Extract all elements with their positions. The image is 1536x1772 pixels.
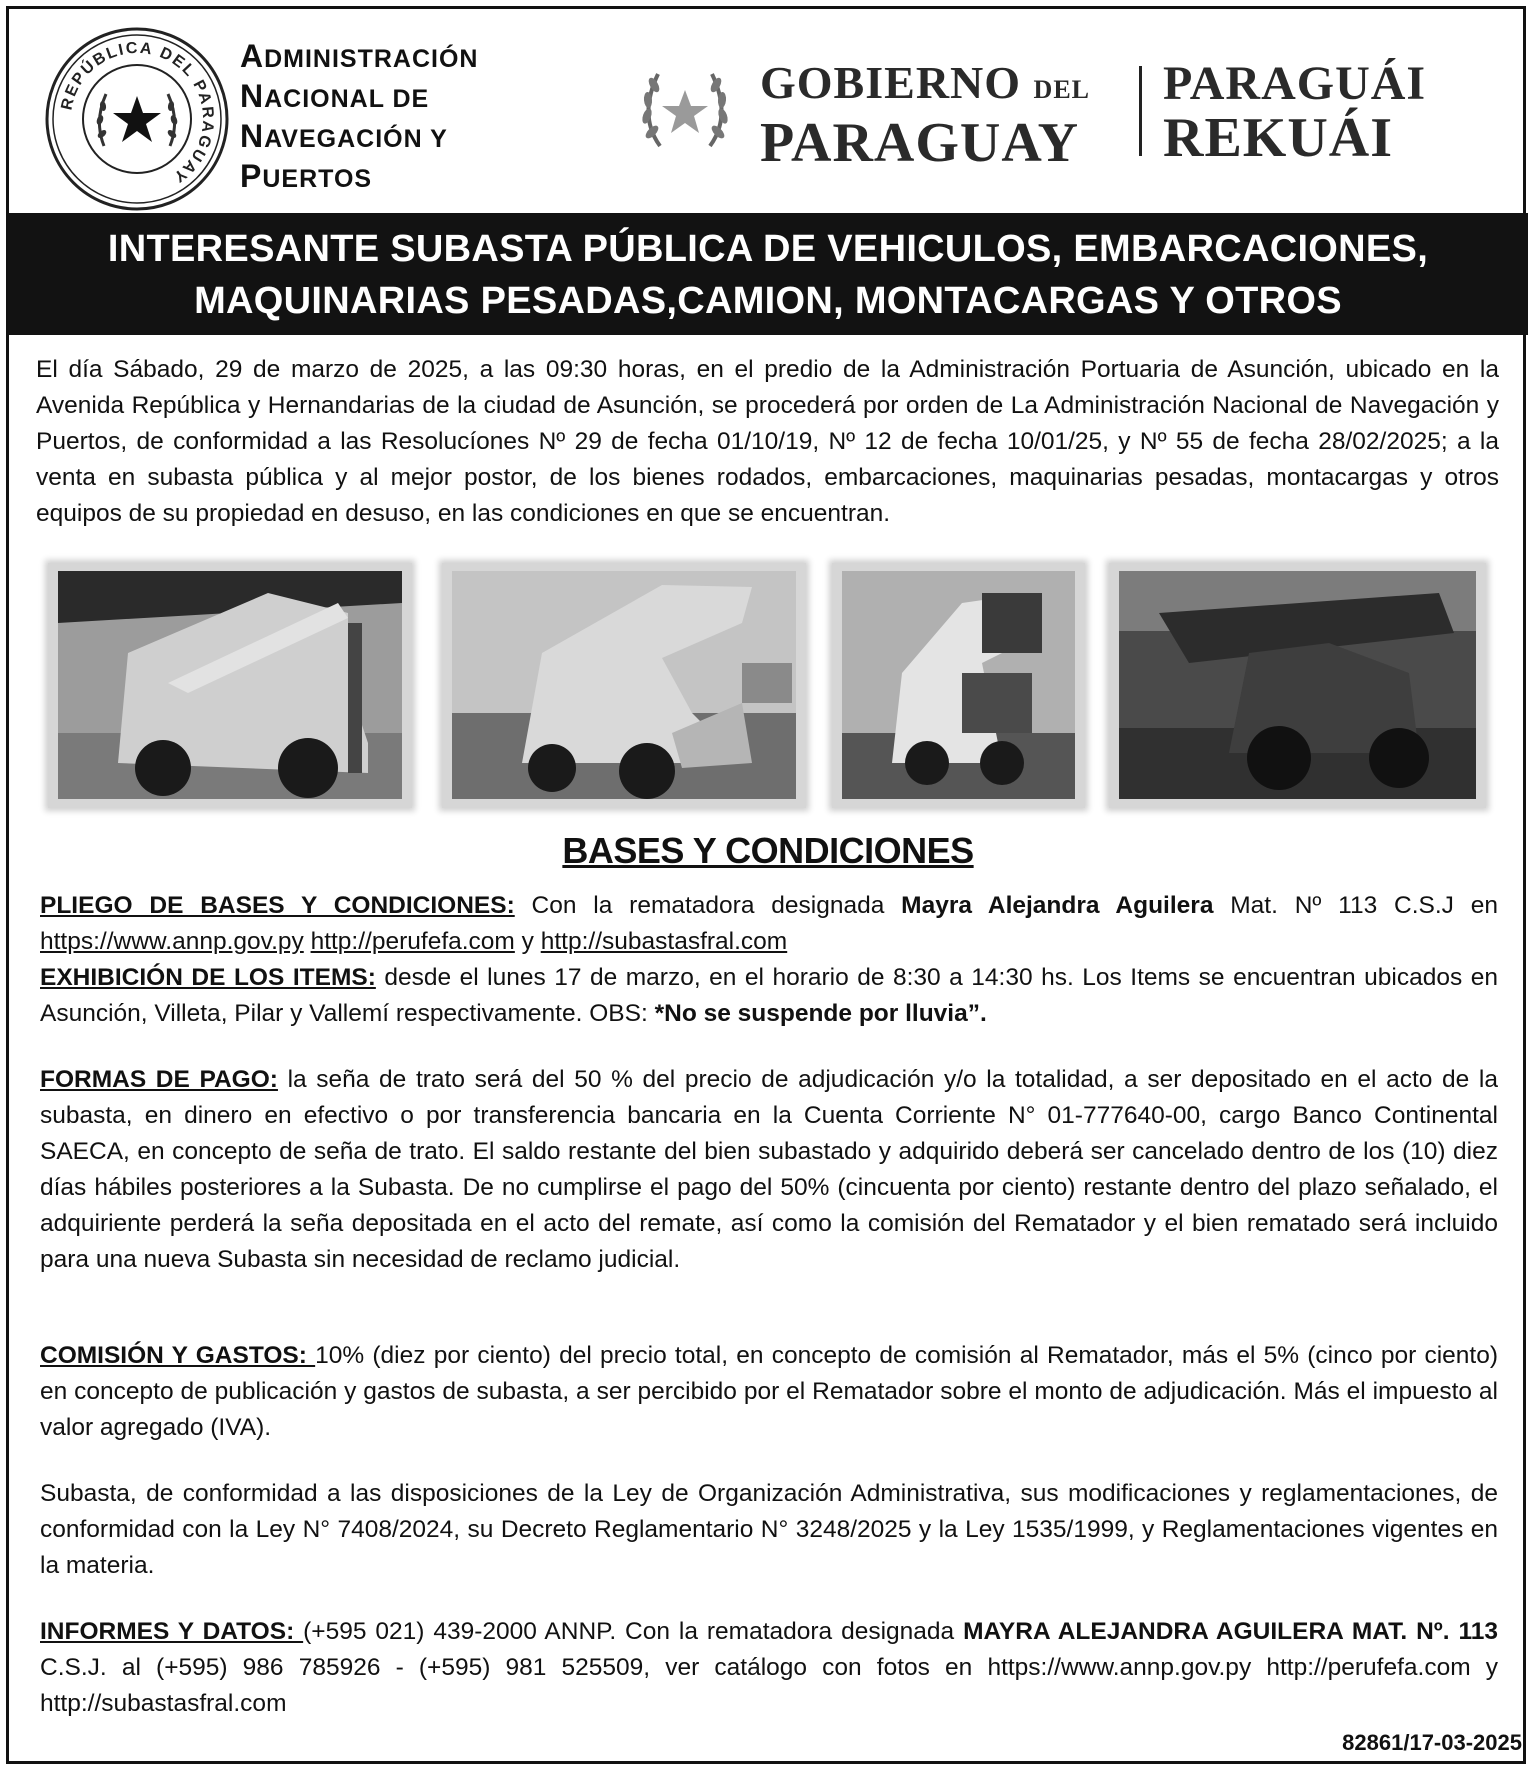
link-perufefa[interactable]: http://perufefa.com: [310, 928, 515, 955]
obs-lluvia: *No se suspende por lluvia”.: [654, 1000, 987, 1027]
link-subastasfral[interactable]: http://subastasfral.com: [540, 928, 788, 955]
section-formas-de-pago: FORMAS DE PAGO: la seña de trato será del 50 % del precio de adjudicación y/o la totalidad, a ser depositado en el acto de la subasta, en dinero en efectivo o por transferencia bancaria en la Cuenta Corriente N° 01-777640-00, cargo Banco Continental SAECA, en concepto de seña de trato. El saldo restante del bien subastado y adquirido deberá ser cancelado dentro de los (10) diez días hábiles posteriores a la Subasta. De no cumplirse el pago del 50% (cincuenta por ciento) restante dentro del plazo señalado, el adquiriente perderá la seña depositada en el acto del remate, así como la comisión del Rematador y el bien rematado será incluido para una nueva Subasta sin necesidad de reclamo judicial.: [40, 1066, 1498, 1273]
section-informes: INFORMES Y DATOS: (+595 021) 439-2000 ANNP. Con la rematadora designada MAYRA ALEJANDRA AGUILERA MAT. Nº. 113 C.S.J. al (+595) 986 785926 - (+595) 981 525509, ver catálogo con fotos en https://www.annp.gov.py http://perufefa.com y http://subastasfral.com: [40, 1618, 1498, 1717]
exhibicion-label: EXHIBICIÓN DE LOS ITEMS:: [40, 964, 376, 991]
section-ley: Subasta, de conformidad a las disposiciones de la Ley de Organización Administrativa, sus modificaciones y reglamentaciones, de conformidad con la Ley N° 7408/2024, su Decreto Reglamentario N° 3248/2025 y la Ley 1535/1999, y Reglamentaciones vigentes en la materia.: [40, 1480, 1498, 1579]
gobierno-del-paraguay: GOBIERNO DEL PARAGUAY: [760, 57, 1091, 174]
annp-line-4: PUERTOS: [240, 158, 373, 194]
link-annp[interactable]: https://www.annp.gov.py: [40, 928, 304, 955]
photo-reach-stacker-2: [442, 563, 806, 808]
intro-paragraph: El día Sábado, 29 de marzo de 2025, a las 09:30 horas, en el predio de la Administración Portuaria de Asunción, ubicado en la Avenida República y Hernandarias de la ciudad de Asunción, se procederá por orden de La Administración Nacional de Navegación y Puertos, de conformidad a las Resolucíones Nº 29 de fecha 01/10/19, Nº 12 de fecha 10/01/25, y Nº 55 de fecha 28/02/2025; a la venta en subasta pública y al mejor postor, de los bienes rodados, embarcaciones, maquinarias pesadas, montacargas y otros equipos de su propiedad en desuso, en las condiciones en que se encuentran.: [36, 356, 1499, 527]
informes-rematadora-name: MAYRA ALEJANDRA AGUILERA MAT. Nº. 113: [963, 1618, 1498, 1645]
comision-label: COMISIÓN Y GASTOS:: [40, 1342, 316, 1369]
annp-name: [240, 38, 530, 198]
annp-line-3: NAVEGACIÓN Y: [240, 118, 448, 154]
pliego-label: PLIEGO DE BASES Y CONDICIONES:: [40, 892, 515, 919]
rematadora-name: Mayra Alejandra Aguilera: [901, 892, 1214, 919]
photo-reach-stacker-1: [48, 563, 412, 808]
svg-text:REPÚBLICA DEL PARAGUAY: REPÚBLICA DEL PARAGUAY: [58, 39, 217, 187]
section-comision: COMISIÓN Y GASTOS: 10% (diez por ciento) del precio total, en concepto de comisión al Rematador, más el 5% (cinco por ciento) en concepto de publicación y gastos de subasta, a ser percibido por el Rematador sobre el monto de adjudicación. Más el impuesto al valor agregado (IVA).: [40, 1342, 1498, 1441]
bases-title: BASES Y CONDICIONES: [562, 830, 974, 871]
section-pliego: PLIEGO DE BASES Y CONDICIONES: Con la rematadora designada Mayra Alejandra Aguilera Mat. Nº 113 C.S.J en https://www.annp.gov.py http://perufefa.com y http://subastasfral.com: [40, 892, 1498, 955]
gobierno-emblem-icon: [630, 56, 740, 166]
paraguai-rekuai: PARAGUÁI REKUÁI: [1163, 57, 1427, 169]
header: [8, 8, 1528, 213]
reference-number: 82861/17-03-2025: [1342, 1730, 1522, 1755]
formas-label: FORMAS DE PAGO:: [40, 1066, 278, 1093]
photo-material-handler: [832, 563, 1085, 808]
section-exhibicion: EXHIBICIÓN DE LOS ITEMS: desde el lunes 17 de marzo, en el horario de 8:30 a 14:30 hs. Los Items se encuentran ubicados en Asunción, Villeta, Pilar y Vallemí respectivamente. OBS: *No se suspende por lluvia”.: [40, 964, 1498, 1027]
title-banner: [8, 213, 1528, 335]
photo-reach-stacker-3: [1109, 563, 1486, 808]
informes-label: INFORMES Y DATOS:: [40, 1618, 304, 1645]
annp-line-2: NACIONAL DE: [240, 78, 430, 114]
banner-line-2: MAQUINARIAS PESADAS,CAMION, MONTACARGAS Y OTROS: [194, 280, 1342, 322]
header-divider: [1139, 66, 1142, 156]
banner-line-1: INTERESANTE SUBASTA PÚBLICA DE VEHICULOS, EMBARCACIONES,: [107, 228, 1429, 270]
republica-seal-logo: [44, 26, 230, 212]
annp-line-1: ADMINISTRACIÓN: [240, 38, 479, 74]
